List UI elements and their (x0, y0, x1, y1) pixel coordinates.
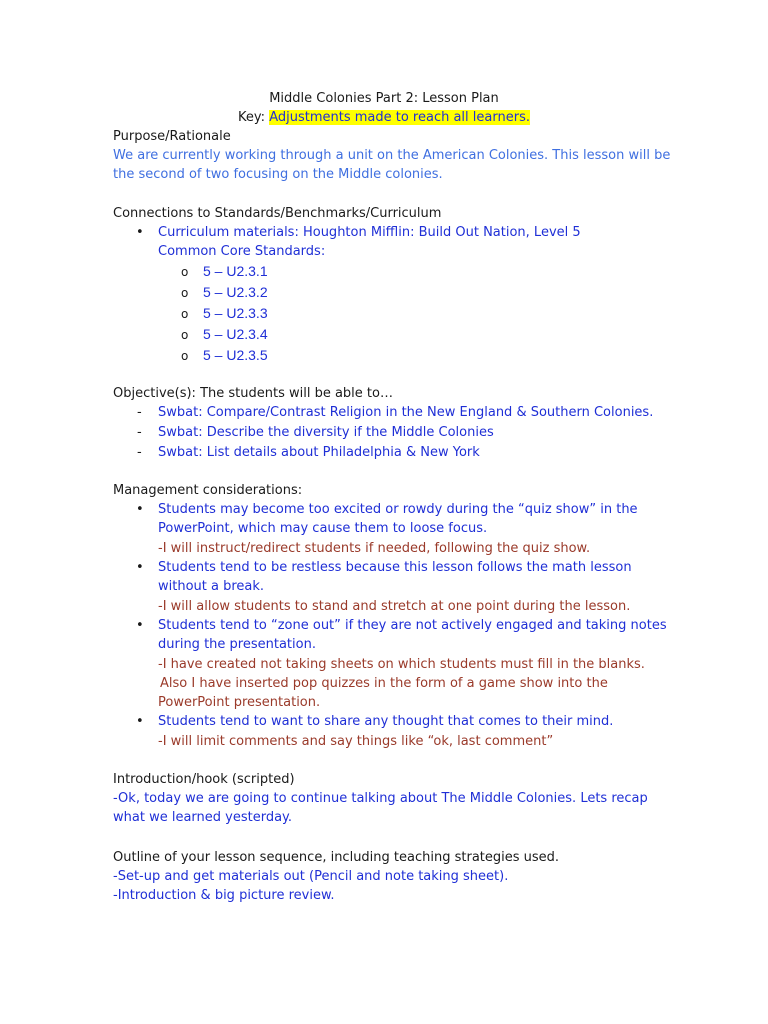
sub-bullet-icon: o (181, 265, 189, 279)
intro-line-1: -Ok, today we are going to continue talking about The Middle Colonies. Lets recap (113, 791, 648, 806)
outline-heading: Outline of your lesson sequence, including teaching strategies used. (113, 850, 560, 865)
dash-bullet: - (137, 425, 142, 440)
standard-item: 5 – U2.3.2 (203, 284, 268, 300)
sub-bullet-icon: o (181, 307, 189, 321)
dash-bullet: - (137, 405, 142, 420)
management-item-line: Students tend to “zone out” if they are not actively engaged and taking notes (158, 618, 667, 633)
objectives-heading: Objective(s): The students will be able to… (113, 386, 393, 401)
bullet-icon: • (136, 502, 144, 517)
bullet-icon: • (136, 714, 144, 729)
management-adjustment: -I will instruct/redirect students if needed, following the quiz show. (158, 541, 591, 556)
management-item-line: during the presentation. (158, 637, 316, 652)
common-core-label: Common Core Standards: (158, 244, 326, 259)
objective-item: Swbat: Describe the diversity if the Middle Colonies (158, 425, 494, 440)
bullet-icon: • (136, 560, 144, 575)
outline-line-2: -Introduction & big picture review. (113, 888, 335, 903)
purpose-heading: Purpose/Rationale (113, 129, 231, 144)
objective-item: Swbat: Compare/Contrast Religion in the New England & Southern Colonies. (158, 405, 654, 420)
curriculum-materials: Curriculum materials: Houghton Mifflin: Build Out Nation, Level 5 (158, 225, 581, 240)
key-highlight: Adjustments made to reach all learners. (269, 110, 530, 125)
sub-bullet-icon: o (181, 328, 189, 342)
standards-heading: Connections to Standards/Benchmarks/Curriculum (113, 206, 442, 221)
key-label: Key: (238, 110, 266, 125)
sub-bullet-icon: o (181, 286, 189, 300)
intro-heading: Introduction/hook (scripted) (113, 772, 295, 787)
objective-item: Swbat: List details about Philadelphia & New York (158, 445, 480, 460)
bullet-icon: • (136, 618, 144, 633)
management-item-line: PowerPoint, which may cause them to loose focus. (158, 521, 488, 536)
bullet-icon: • (136, 225, 144, 240)
standard-item: 5 – U2.3.4 (203, 326, 268, 342)
standard-item: 5 – U2.3.1 (203, 263, 268, 279)
key-line (0, 108, 768, 127)
outline-line-1: -Set-up and get materials out (Pencil and note taking sheet). (113, 869, 509, 884)
management-item-line: Students may become too excited or rowdy during the “quiz show” in the (158, 502, 638, 517)
management-adjustment: Also I have inserted pop quizzes in the form of a game show into the (160, 676, 608, 691)
dash-bullet: - (137, 445, 142, 460)
management-item-line: Students tend to be restless because this lesson follows the math lesson (158, 560, 632, 575)
management-adjustment: -I will allow students to stand and stretch at one point during the lesson. (158, 599, 631, 614)
purpose-line-1: We are currently working through a unit on the American Colonies. This lesson will be (113, 148, 671, 163)
standard-item: 5 – U2.3.3 (203, 305, 268, 321)
management-adjustment: -I will limit comments and say things like “ok, last comment” (158, 734, 554, 749)
purpose-line-2: the second of two focusing on the Middle colonies. (113, 167, 443, 182)
management-adjustment: PowerPoint presentation. (158, 695, 321, 710)
sub-bullet-icon: o (181, 349, 189, 363)
standard-item: 5 – U2.3.5 (203, 347, 268, 363)
management-heading: Management considerations: (113, 483, 303, 498)
management-item-line: without a break. (158, 579, 265, 594)
management-item-line: Students tend to want to share any thought that comes to their mind. (158, 714, 614, 729)
document-title: Middle Colonies Part 2: Lesson Plan (269, 91, 499, 106)
management-adjustment: -I have created not taking sheets on which students must fill in the blanks. (158, 657, 645, 672)
intro-line-2: what we learned yesterday. (113, 810, 293, 825)
